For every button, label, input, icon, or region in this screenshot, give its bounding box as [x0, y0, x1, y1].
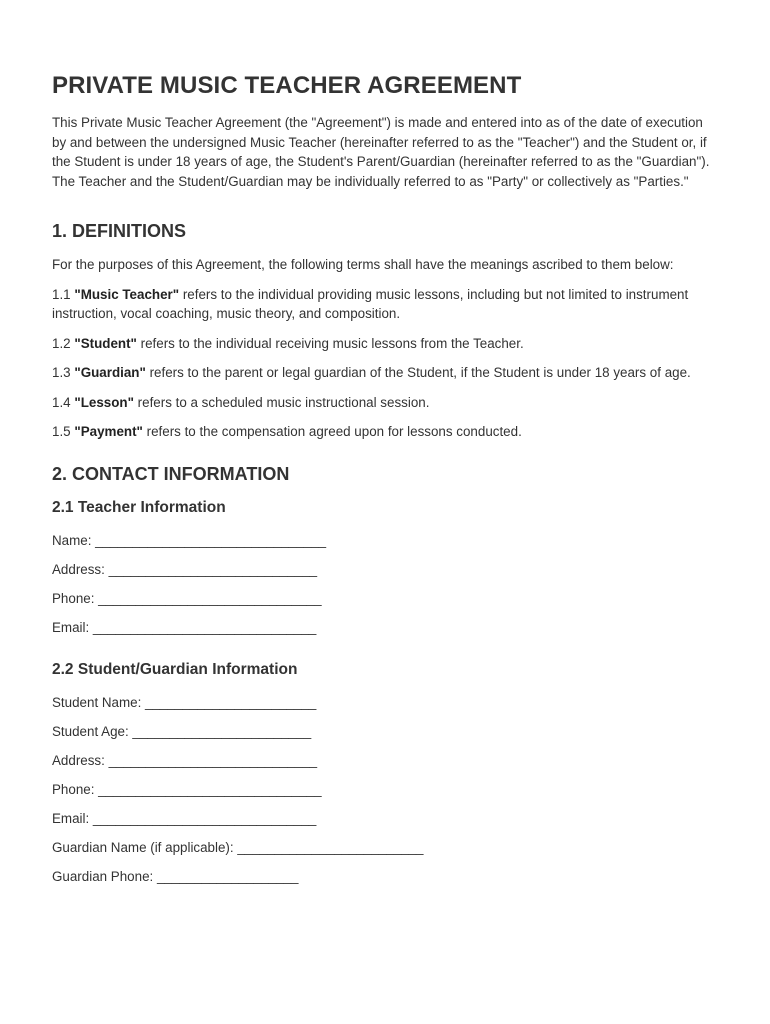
teacher-email-field[interactable]: Email: ______________________________	[52, 619, 317, 635]
definitions-heading: 1. DEFINITIONS	[52, 221, 187, 241]
document-title: PRIVATE MUSIC TEACHER AGREEMENT	[52, 72, 522, 99]
teacher-name-field[interactable]: Name: _______________________________	[52, 532, 327, 548]
definition-number: 1.4	[52, 394, 71, 410]
teacher-address-field[interactable]: Address: ____________________________	[52, 561, 318, 577]
definition-item	[52, 393, 718, 413]
definition-text: refers to the compensation agreed upon for lessons conducted.	[146, 424, 522, 439]
definition-number: 1.3	[52, 365, 71, 380]
definition-text: refers to the parent or legal guardian of the Student, if the Student is under 18 years of age.	[149, 365, 691, 380]
definition-term: "Music Teacher"	[74, 286, 180, 302]
definition-text: refers to a scheduled music instructional session.	[137, 394, 430, 410]
definition-text: refers to the individual receiving music lessons from the Teacher.	[140, 335, 524, 351]
intro-paragraph: This Private Music Teacher Agreement (the "Agreement") is made and entered into as of the date of execution by and between the undersigned Music Teacher (hereinafter referred to as the "Teacher") and the Student or, if the Student is under 18 years of age, the Student's Parent/Guardian (hereinafter referred to as the "Guardian"). The Teacher and the Student/Guardian may be individually referred to as "Party" or collectively as "Parties."	[52, 115, 710, 189]
definition-number: 1.5	[52, 424, 71, 439]
student-guardian-information	[52, 661, 718, 886]
definition-item	[52, 363, 718, 383]
student-address-field[interactable]: Address: ____________________________	[52, 752, 318, 768]
teacher-phone-field[interactable]: Phone: ______________________________	[52, 590, 322, 606]
definition-number: 1.1	[52, 286, 71, 302]
definition-term: "Lesson"	[74, 394, 134, 410]
definition-number: 1.2	[52, 335, 71, 351]
definition-item	[52, 422, 718, 442]
student-info-heading: 2.2 Student/Guardian Information	[52, 660, 298, 678]
definition-item	[52, 334, 718, 354]
definitions-intro: For the purposes of this Agreement, the following terms shall have the meanings ascribed to them below:	[52, 257, 674, 272]
student-phone-field[interactable]: Phone: ______________________________	[52, 781, 322, 797]
definition-term: "Student"	[74, 335, 137, 351]
student-email-field[interactable]: Email: ______________________________	[52, 810, 317, 826]
guardian-name-field[interactable]: Guardian Name (if applicable): _________________________	[52, 839, 424, 855]
student-name-field[interactable]: Student Name: _______________________	[52, 694, 317, 710]
section-definitions	[52, 221, 718, 442]
student-age-field[interactable]: Student Age: ________________________	[52, 723, 312, 739]
guardian-phone-field[interactable]: Guardian Phone: ___________________	[52, 868, 299, 884]
definition-term: "Payment"	[74, 424, 143, 439]
definition-term: "Guardian"	[74, 365, 146, 380]
definition-item	[52, 285, 718, 324]
contact-heading: 2. CONTACT INFORMATION	[52, 463, 290, 484]
definition-text: refers to the individual providing music lessons, including but not limited to instrument instruction, vocal coaching, music theory, and composition.	[52, 286, 689, 321]
section-contact-information	[52, 464, 718, 886]
teacher-info-heading: 2.1 Teacher Information	[52, 498, 226, 516]
teacher-information	[52, 499, 718, 637]
